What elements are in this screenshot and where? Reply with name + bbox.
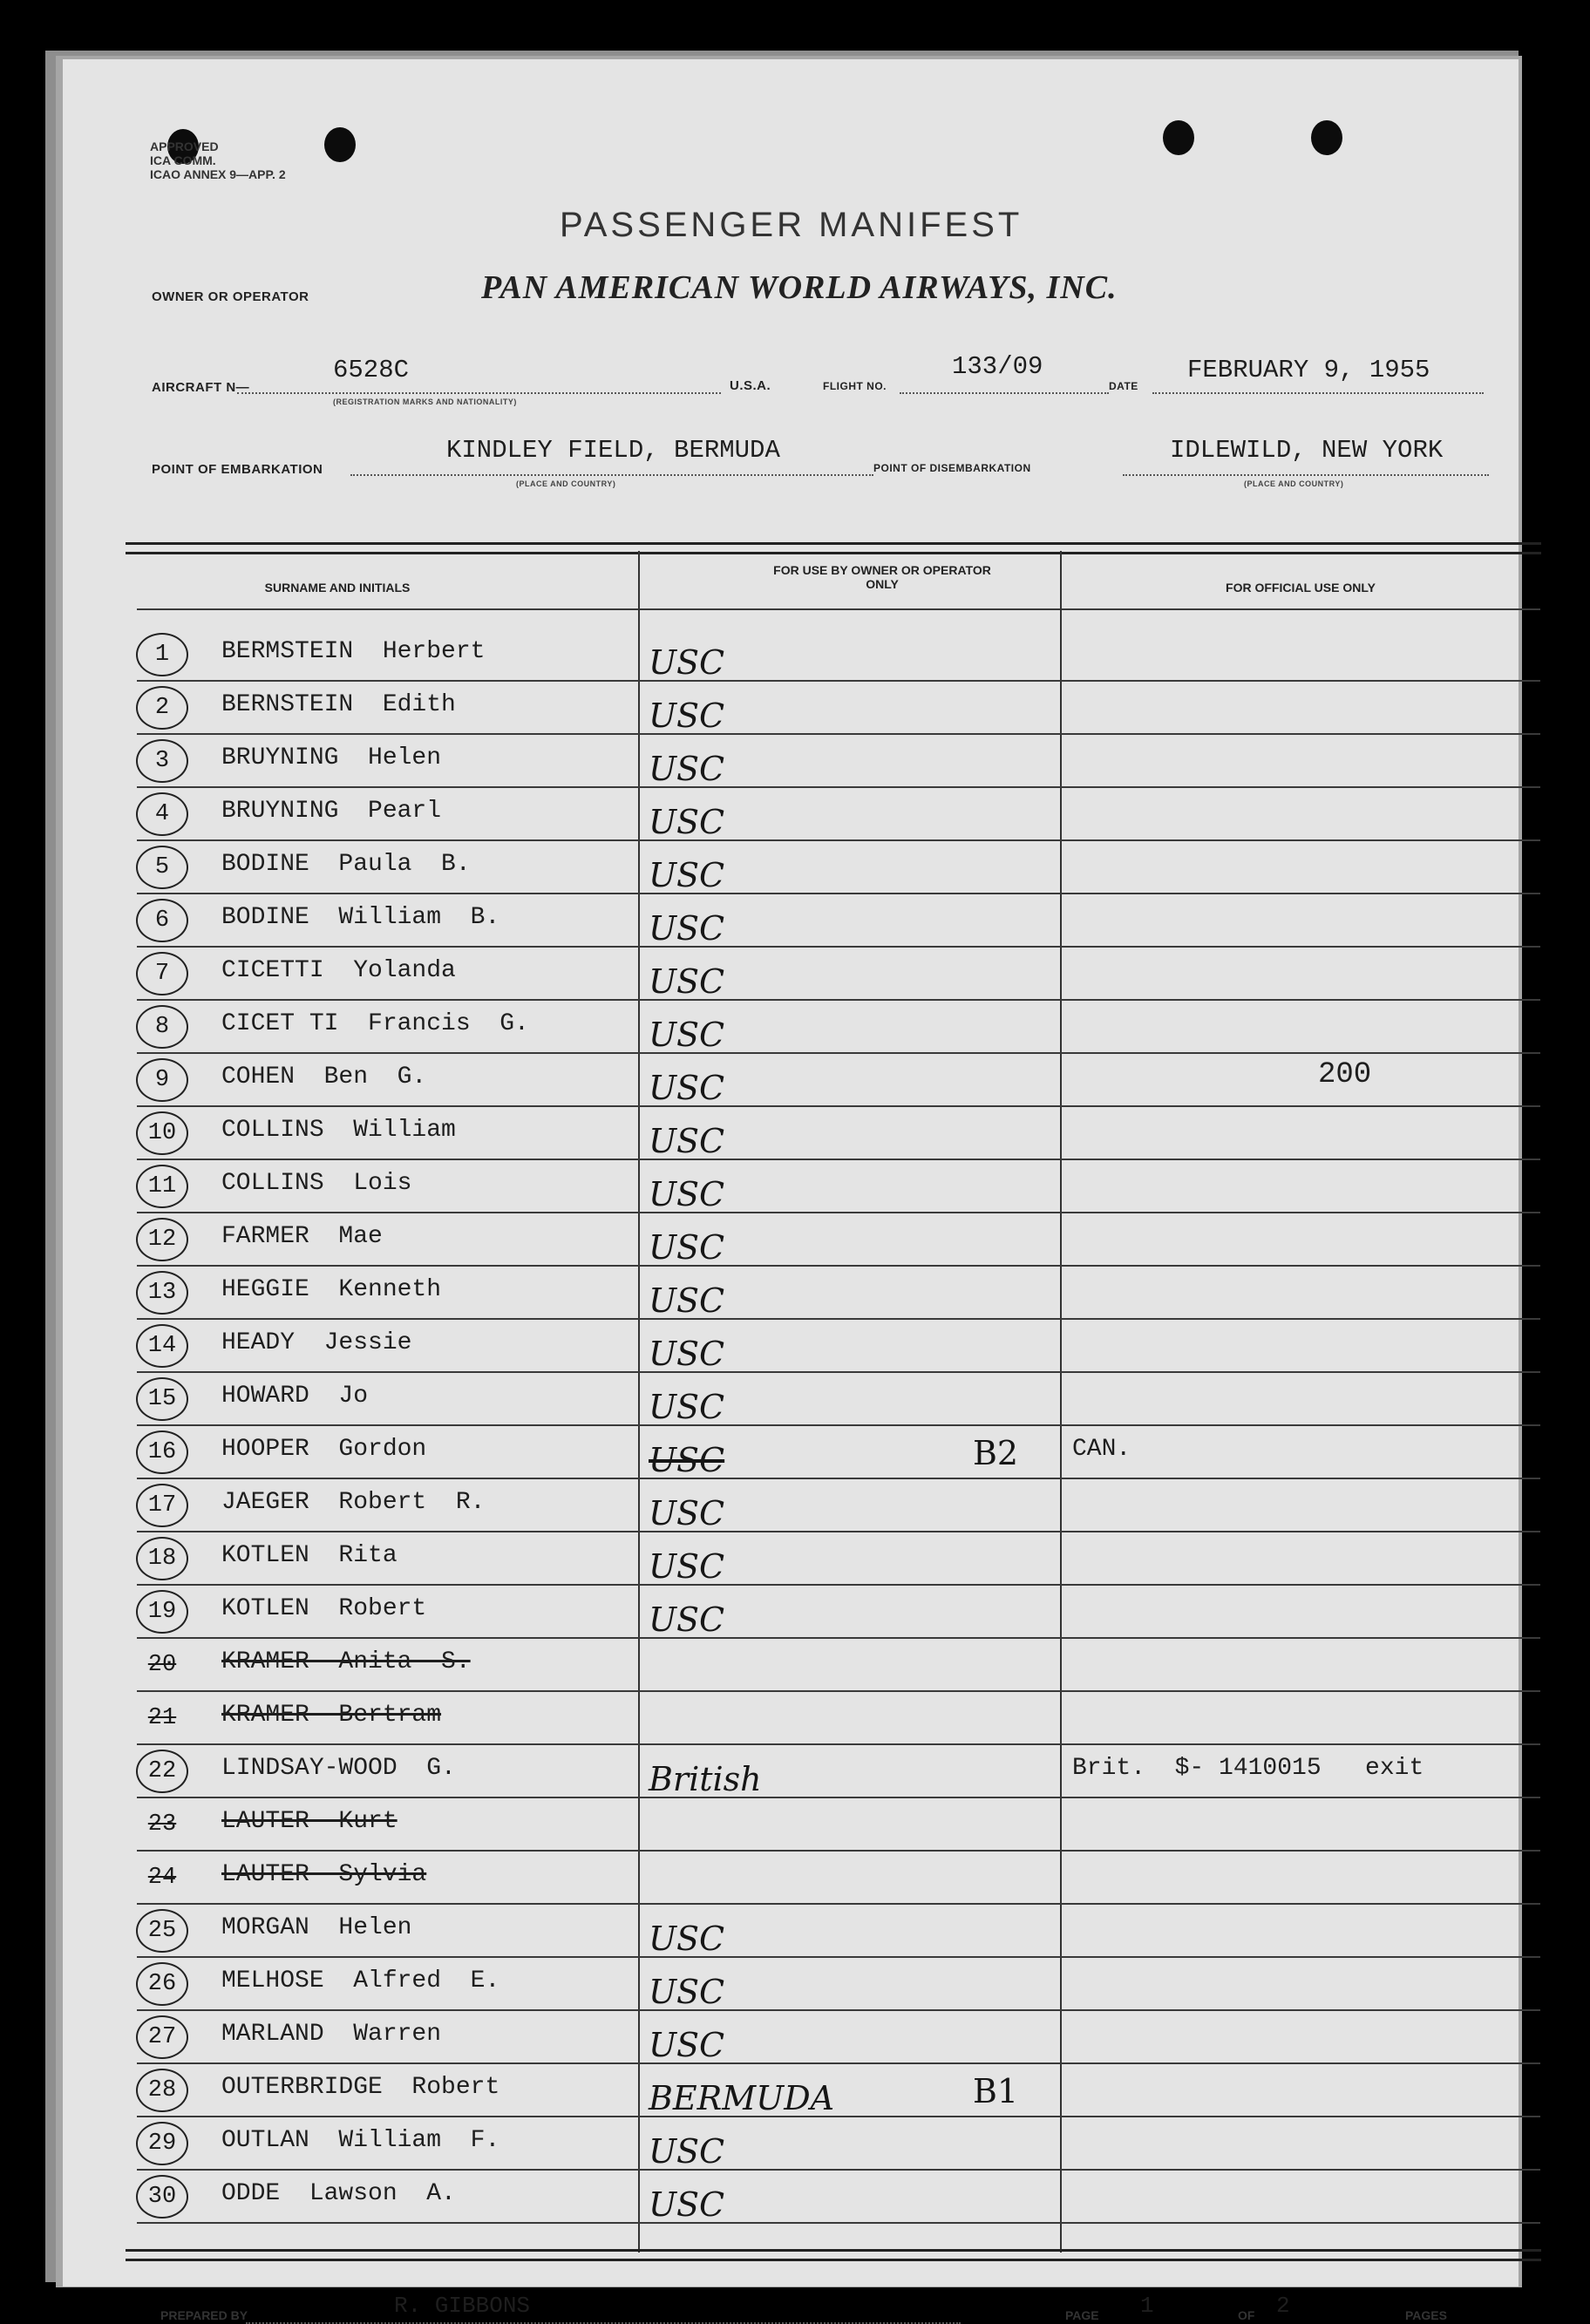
disembark-label: POINT OF DISEMBARKATION — [873, 462, 1031, 474]
row-rule — [137, 1743, 1540, 1745]
col-header-surname: SURNAME AND INITIALS — [264, 581, 411, 595]
row-rule — [137, 1371, 1540, 1373]
passenger-number: 8 — [136, 1005, 188, 1049]
owner-note: USC — [649, 1441, 725, 1479]
passenger-name: KRAMER Anita S. — [221, 1648, 471, 1675]
table-top-rule — [126, 542, 1541, 554]
passenger-name: COLLINS William — [221, 1117, 456, 1144]
row-rule — [137, 1637, 1540, 1639]
owner-note: British — [649, 1760, 762, 1798]
punch-hole — [1163, 120, 1194, 155]
handwritten-mark: B2 — [973, 1434, 1019, 1472]
field-line — [1152, 392, 1484, 394]
passenger-number: 11 — [136, 1165, 188, 1208]
aircraft-sublabel: (REGISTRATION MARKS AND NATIONALITY) — [333, 398, 517, 406]
owner-note: USC — [649, 2185, 725, 2224]
row-rule — [137, 1105, 1540, 1107]
handwritten-mark: B1 — [973, 2072, 1019, 2110]
passenger-name: COLLINS Lois — [221, 1170, 412, 1197]
passenger-number: 14 — [136, 1324, 188, 1368]
passenger-name: LAUTER Sylvia — [221, 1861, 427, 1888]
passenger-number: 24 — [147, 1865, 177, 1891]
passenger-name: HEGGIE Kenneth — [221, 1276, 442, 1303]
disembark-value: IDLEWILD, NEW YORK — [1170, 436, 1444, 465]
owner-note: USC — [649, 1281, 725, 1320]
passenger-number: 18 — [136, 1537, 188, 1580]
row-rule — [137, 839, 1540, 841]
passenger-number: 2 — [136, 686, 188, 730]
row-rule — [137, 733, 1540, 735]
usa-label: U.S.A. — [730, 378, 771, 393]
page-title: PASSENGER MANIFEST — [560, 206, 1023, 244]
row-rule — [137, 680, 1540, 682]
passenger-number: 9 — [136, 1058, 188, 1102]
owner-note: USC — [649, 803, 725, 841]
passenger-name: JAEGER Robert R. — [221, 1489, 486, 1516]
row-rule — [137, 1052, 1540, 1054]
column-divider — [1060, 551, 1062, 2253]
passenger-number: 27 — [136, 2015, 188, 2059]
passenger-number: 6 — [136, 899, 188, 942]
passenger-name: FARMER Mae — [221, 1223, 383, 1250]
passenger-name: KOTLEN Rita — [221, 1542, 398, 1569]
passenger-number: 4 — [136, 792, 188, 836]
row-rule — [137, 1797, 1540, 1798]
owner-note: USC — [649, 909, 725, 948]
passenger-name: CICET TI Francis G. — [221, 1010, 529, 1037]
passenger-number: 30 — [136, 2175, 188, 2219]
row-rule — [137, 946, 1540, 948]
passenger-name: MELHOSE Alfred E. — [221, 1967, 500, 1994]
passenger-number: 20 — [147, 1652, 177, 1678]
embark-sublabel: (PLACE AND COUNTRY) — [516, 479, 616, 488]
passenger-number: 28 — [136, 2069, 188, 2112]
row-rule — [137, 1478, 1540, 1479]
passenger-name: MORGAN Helen — [221, 1914, 412, 1941]
owner-note: USC — [649, 1228, 725, 1267]
official-note: Brit. $- 1410015 exit — [1072, 1755, 1424, 1782]
page-label: PAGE — [1065, 2308, 1099, 2322]
passenger-name: BODINE Paula B. — [221, 851, 471, 878]
passenger-name: BERMSTEIN Herbert — [221, 638, 486, 665]
passenger-name: MARLAND Warren — [221, 2021, 442, 2048]
passenger-number: 7 — [136, 952, 188, 996]
passenger-name: BODINE William B. — [221, 904, 500, 931]
prepared-value: R. GIBBONS — [394, 2293, 531, 2319]
official-note: CAN. — [1072, 1436, 1131, 1463]
row-rule — [137, 1903, 1540, 1905]
owner-note: USC — [649, 750, 725, 788]
row-rule — [137, 1265, 1540, 1267]
passenger-number: 3 — [136, 739, 188, 783]
passenger-name: CICETTI Yolanda — [221, 957, 456, 984]
passenger-number: 12 — [136, 1218, 188, 1261]
owner-note: USC — [649, 697, 725, 735]
date-label: DATE — [1109, 380, 1138, 392]
owner-label: OWNER OR OPERATOR — [152, 289, 309, 304]
passenger-number: 1 — [136, 633, 188, 676]
row-rule — [137, 786, 1540, 788]
passenger-name: BERNSTEIN Edith — [221, 691, 456, 718]
field-line — [350, 474, 873, 476]
disembark-sublabel: (PLACE AND COUNTRY) — [1244, 479, 1344, 488]
row-rule — [137, 1850, 1540, 1852]
owner-note: USC — [649, 1547, 725, 1586]
owner-note: USC — [649, 1600, 725, 1639]
row-rule — [137, 1956, 1540, 1958]
row-rule — [137, 1212, 1540, 1213]
pages-label: PAGES — [1405, 2308, 1447, 2322]
passenger-number: 22 — [136, 1750, 188, 1793]
aircraft-value: 6528C — [333, 356, 410, 384]
row-rule — [137, 1584, 1540, 1586]
row-rule — [137, 2116, 1540, 2117]
owner-note: USC — [649, 856, 725, 894]
owner-note: USC — [649, 1122, 725, 1160]
passenger-name: BRUYNING Pearl — [221, 798, 442, 825]
table-bottom-rule — [126, 2249, 1541, 2261]
row-rule — [137, 2222, 1540, 2224]
passenger-name: KRAMER Bertram — [221, 1702, 442, 1729]
prepared-label: PREPARED BY — [160, 2308, 248, 2322]
passenger-number: 25 — [136, 1909, 188, 1953]
owner-note: USC — [649, 962, 725, 1001]
column-divider — [638, 551, 640, 2253]
passenger-number: 21 — [147, 1705, 177, 1731]
embark-value: KINDLEY FIELD, BERMUDA — [446, 436, 780, 465]
passenger-name: HOWARD Jo — [221, 1383, 369, 1410]
passenger-number: 29 — [136, 2122, 188, 2165]
passenger-number: 17 — [136, 1484, 188, 1527]
field-line — [237, 392, 721, 394]
owner-note: USC — [649, 643, 725, 682]
passenger-name: OUTLAN William F. — [221, 2127, 500, 2154]
owner-note: USC — [649, 2026, 725, 2064]
owner-note: BERMUDA — [649, 2079, 835, 2117]
manifest-page — [63, 59, 1519, 2322]
owner-note: USC — [649, 1175, 725, 1213]
passenger-number: 16 — [136, 1430, 188, 1474]
owner-note: USC — [649, 2132, 725, 2171]
row-rule — [137, 1318, 1540, 1320]
flight-value: 133/09 — [952, 352, 1043, 381]
col-header-owner: FOR USE BY OWNER OR OPERATOR ONLY — [773, 563, 991, 591]
official-note: 200 — [1318, 1058, 1372, 1091]
row-rule — [137, 2009, 1540, 2011]
operator-name: PAN AMERICAN WORLD AIRWAYS, INC. — [481, 269, 1118, 306]
passenger-number: 13 — [136, 1271, 188, 1315]
punch-hole — [1311, 120, 1342, 155]
row-rule — [137, 1159, 1540, 1160]
row-rule — [137, 1531, 1540, 1532]
row-rule — [137, 893, 1540, 894]
page-value: 1 — [1140, 2293, 1154, 2319]
passenger-name: LINDSAY-WOOD G. — [221, 1755, 456, 1782]
passenger-number: 10 — [136, 1111, 188, 1155]
owner-note: USC — [649, 1388, 725, 1426]
field-line — [900, 392, 1109, 394]
embark-label: POINT OF EMBARKATION — [152, 462, 323, 477]
row-rule — [137, 1690, 1540, 1692]
date-value: FEBRUARY 9, 1955 — [1187, 356, 1430, 384]
passenger-name: LAUTER Kurt — [221, 1808, 398, 1835]
row-rule — [137, 2169, 1540, 2171]
of-value: 2 — [1276, 2293, 1290, 2319]
owner-note: USC — [649, 1069, 725, 1107]
owner-note: USC — [649, 1920, 725, 1958]
flight-label: FLIGHT NO. — [823, 380, 887, 392]
approval-stamp: APPROVED ICA COMM. ICAO ANNEX 9—APP. 2 — [150, 139, 286, 181]
passenger-name: HEADY Jessie — [221, 1329, 412, 1356]
row-rule — [137, 1424, 1540, 1426]
aircraft-label: AIRCRAFT N— — [152, 380, 250, 395]
punch-hole — [324, 127, 356, 162]
col-header-official: FOR OFFICIAL USE ONLY — [1226, 581, 1376, 595]
owner-note: USC — [649, 1973, 725, 2011]
field-line — [1123, 474, 1489, 476]
owner-note: USC — [649, 1494, 725, 1532]
passenger-name: COHEN Ben G. — [221, 1063, 427, 1091]
passenger-name: ODDE Lawson A. — [221, 2180, 456, 2207]
passenger-name: KOTLEN Robert — [221, 1595, 427, 1622]
passenger-number: 5 — [136, 846, 188, 889]
passenger-number: 19 — [136, 1590, 188, 1634]
owner-note: USC — [649, 1335, 725, 1373]
passenger-number: 26 — [136, 1962, 188, 2006]
passenger-number: 23 — [147, 1811, 177, 1838]
passenger-name: OUTERBRIDGE Robert — [221, 2074, 500, 2101]
passenger-name: BRUYNING Helen — [221, 744, 442, 771]
of-label: OF — [1238, 2308, 1255, 2322]
table-header-rule — [137, 608, 1540, 610]
passenger-name: HOOPER Gordon — [221, 1436, 427, 1463]
owner-note: USC — [649, 1016, 725, 1054]
row-rule — [137, 999, 1540, 1001]
passenger-number: 15 — [136, 1377, 188, 1421]
row-rule — [137, 2062, 1540, 2064]
